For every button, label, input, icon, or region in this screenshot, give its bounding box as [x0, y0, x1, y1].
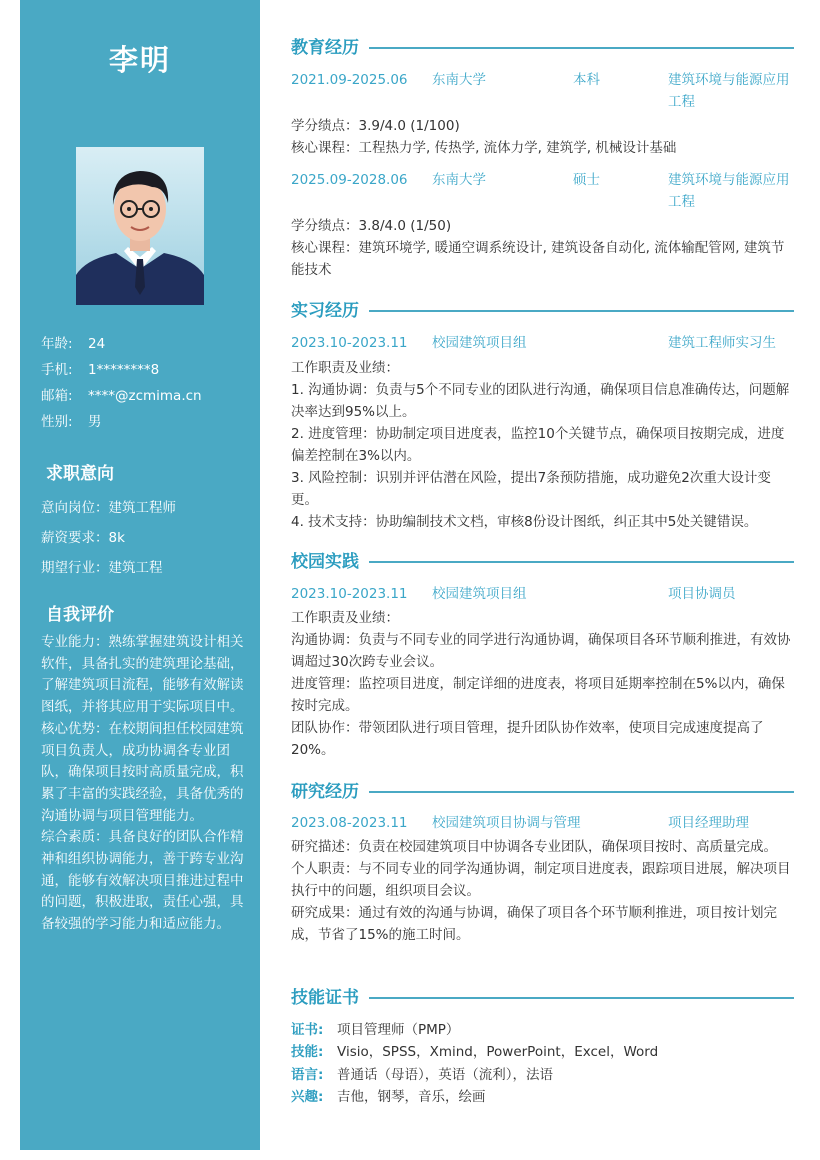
info-row-age: 年龄: 24: [41, 336, 106, 352]
self-eval-paragraph: 核心优势：在校期间担任校园建筑项目负责人，成功协调各专业团队，确保项目按时高质量完成，积累了丰富的实践经验，具备优秀的沟通协调与项目管理能力。: [41, 720, 244, 824]
internship-details: 工作职责及业绩： 1. 沟通协调：负责与5个不同专业的团队进行沟通，确保项目信息准确传达，问题解决率达到95%以上。 2. 进度管理：协助制定项目进度表，监控10个关键节点，确保项目按期完成，进度偏差控制在3%以内。 3. 风险控制：识别并评估潜在风险，提出7条预防措施，成功避免2次重大设计变更。 4. 技术支持：协助编制技术文档，审核8份设计图纸，纠正其中5处关键错误。: [291, 360, 790, 530]
profile-photo: [76, 147, 204, 305]
self-eval-title: 自我评价: [46, 605, 114, 625]
skills-header: [291, 985, 794, 1011]
info-row-email: 邮箱: ****@zcmima.cn: [41, 388, 202, 404]
sidebar: [20, 0, 260, 1150]
section-divider: [369, 791, 794, 793]
intent-title: 求职意向: [46, 464, 114, 484]
courses: 核心课程：建筑环境学, 暖通空调系统设计, 建筑设备自动化, 流体输配管网, 建筑节能技术: [291, 240, 785, 278]
gpa: 学分绩点：3.8/4.0 (1/50): [291, 218, 452, 234]
self-eval-paragraph: 专业能力：熟练掌握建筑设计相关软件，具备扎实的建筑理论基础，了解建筑项目流程，能够有效解读图纸，并将其应用于实际项目中。: [41, 634, 244, 716]
gpa: 学分绩点：3.9/4.0 (1/100): [291, 118, 460, 134]
self-evaluation: [41, 632, 245, 936]
section-title: 教育经历: [291, 38, 359, 58]
campus-header: [291, 549, 794, 575]
campus-details: 工作职责及业绩： 沟通协调：负责与不同专业的同学进行沟通协调，确保项目各环节顺利推进，有效协调超过30次跨专业会议。 进度管理：监控项目进度，制定详细的进度表，将项目延期率控制在5%以内，确保按时完成。 团队协作：带领团队进行项目管理，提升团队协作效率，使项目完成速度提高了20%。: [291, 610, 791, 758]
skill-row-interests: 兴趣: 吉他，钢琴，音乐，绘画: [291, 1089, 486, 1105]
section-divider: [369, 561, 794, 563]
section-title: 校园实践: [291, 552, 359, 572]
skill-row-skills: 技能: Visio，SPSS，Xmind，PowerPoint，Excel，Word: [291, 1044, 659, 1060]
research-header: [291, 779, 794, 805]
self-eval-paragraph: 综合素质：具备良好的团队合作精神和组织协调能力，善于跨专业沟通，能够有效解决项目推进过程中的问题，积极进取，责任心强，具备较强的学习能力和适应能力。: [41, 829, 244, 933]
section-title: 技能证书: [291, 988, 359, 1008]
job-intent: [41, 497, 176, 587]
intent-position: 意向岗位：建筑工程师: [41, 500, 176, 516]
info-row-gender: 性别: 男: [41, 414, 102, 430]
internship-header: [291, 298, 794, 324]
basic-info: [41, 334, 202, 438]
education-header: [291, 35, 794, 61]
candidate-name: 李明: [108, 43, 171, 77]
section-title: 实习经历: [291, 301, 359, 321]
courses: 核心课程：工程热力学, 传热学, 流体力学, 建筑学, 机械设计基础: [291, 140, 677, 156]
section-divider: [369, 310, 794, 312]
info-row-phone: 手机: 1********8: [41, 362, 160, 378]
intent-salary: 薪资要求：8k: [41, 530, 125, 546]
intent-industry: 期望行业：建筑工程: [41, 560, 163, 576]
section-divider: [369, 47, 794, 49]
section-divider: [369, 997, 794, 999]
section-title: 研究经历: [291, 782, 359, 802]
research-details: 研究描述：负责在校园建筑项目中协调各专业团队，确保项目按时、高质量完成。 个人职责：与不同专业的同学沟通协调，制定项目进度表，跟踪项目进展，解决项目执行中的问题，组织项目会议。 研究成果：通过有效的沟通与协调，确保了项目各个环节顺利推进，项目按计划完成，节省了15%的施工时间。: [291, 839, 791, 943]
skill-row-certificate: 证书: 项目管理师（PMP）: [291, 1022, 460, 1038]
skill-row-languages: 语言: 普通话（母语），英语（流利），法语: [291, 1067, 553, 1083]
